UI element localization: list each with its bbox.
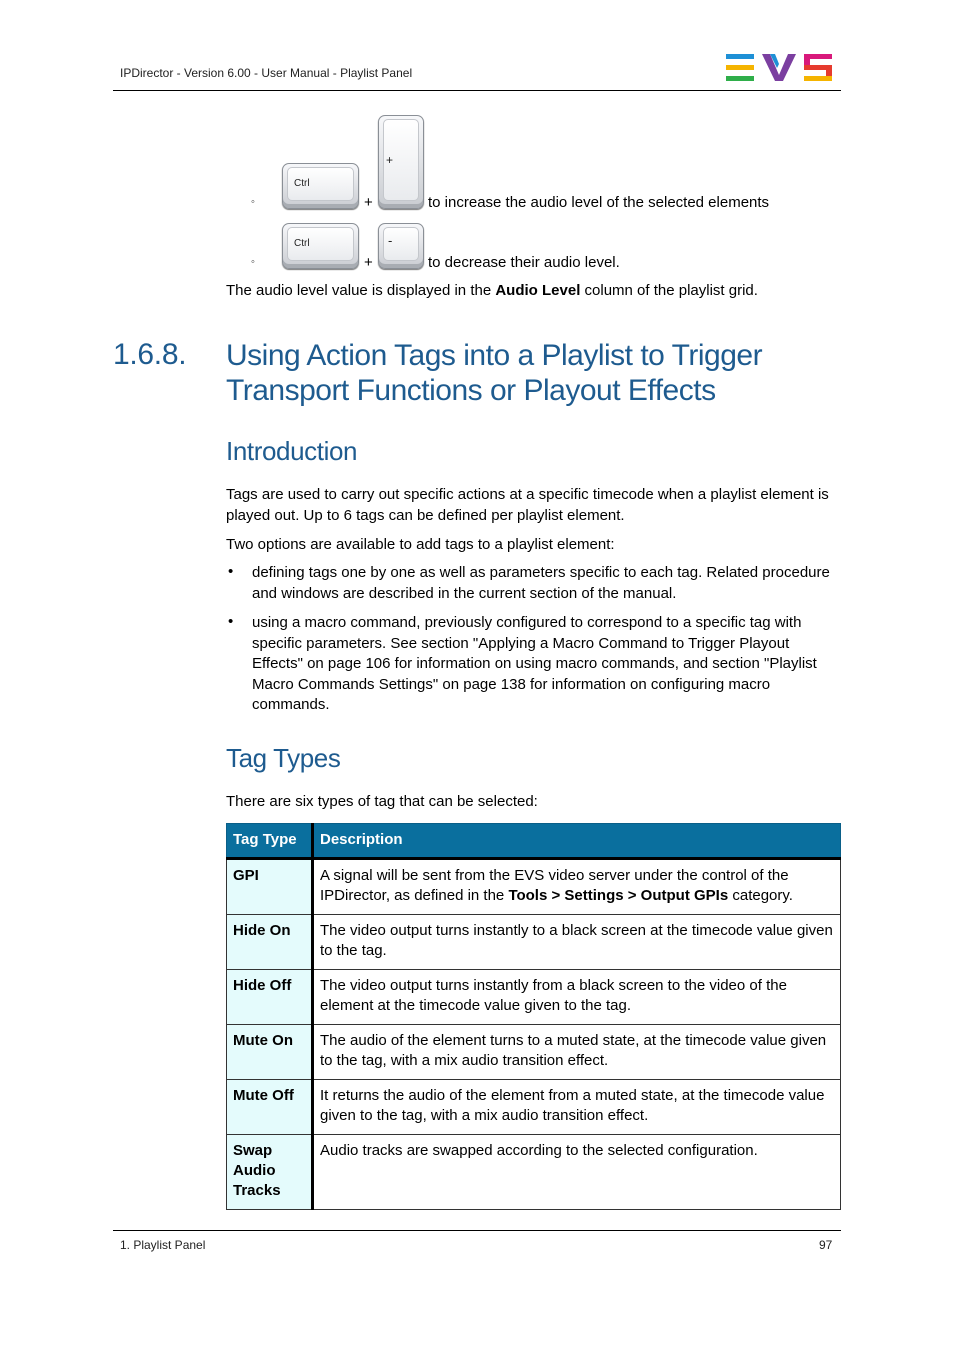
description-cell: A signal will be sent from the EVS video server under the control of the IPDirector, as defined in the Tools > Settings > Output GPIs category. (313, 859, 841, 915)
shortcut-description: to increase the audio level of the selected elements (428, 194, 770, 211)
ctrl-key-icon (282, 163, 359, 209)
section-number: 1.6.8. (113, 338, 187, 371)
sub-bullet: ◦ (251, 196, 255, 208)
intro-paragraph: Two options are available to add tags to a playlist element: (226, 536, 615, 553)
description-cell: Audio tracks are swapped according to the selected configuration. (313, 1135, 841, 1210)
page-number: 97 (819, 1238, 833, 1252)
intro-paragraph: Tags are used to carry out specific actions at a specific timecode when a playlist element is played out. Up to 6 tags can be defined per playlist element. (226, 486, 829, 524)
table-row (227, 915, 841, 970)
shortcut-description: to decrease their audio level. (428, 254, 620, 271)
numpad-plus-key-icon (378, 115, 424, 209)
tag-type-cell: Mute On (227, 1025, 313, 1080)
footer-rule (113, 1230, 841, 1231)
plus-sign: + (364, 254, 373, 271)
tag-types-table (226, 823, 841, 1210)
section-title: Using Action Tags into a Playlist to Trigger Transport Functions or Playout Effects (226, 339, 763, 407)
table-row (227, 1135, 841, 1210)
tag-type-cell: GPI (227, 859, 313, 915)
table-row (227, 1025, 841, 1080)
numpad-minus-key-icon (378, 223, 424, 269)
evs-logo (726, 54, 834, 82)
tag-type-cell: Mute Off (227, 1080, 313, 1135)
description-cell: The video output turns instantly to a black screen at the timecode value given to the tag. (313, 915, 841, 970)
key-label: Ctrl (294, 178, 310, 189)
introduction-heading: Introduction (226, 436, 358, 466)
description-cell: It returns the audio of the element from a muted state, at the timecode value given to the tag, with a mix audio transition effect. (313, 1080, 841, 1135)
ctrl-key-icon (282, 223, 359, 269)
footer-chapter: 1. Playlist Panel (120, 1238, 206, 1252)
key-label: + (386, 153, 394, 167)
list-item: using a macro command, previously configured to correspond to a specific tag with specific parameters. See section "Applying a Macro Command to Trigger Playout Effects" on page 106 for information on using macro commands, and section "Playlist Macro Commands Settings" on page 138 for information on configuring macro commands. (252, 614, 817, 713)
plus-sign: + (364, 194, 373, 211)
header-rule (113, 90, 841, 91)
sub-bullet: ◦ (251, 256, 255, 268)
bullet: • (228, 563, 234, 580)
table-row (227, 970, 841, 1025)
table-row (227, 859, 841, 915)
column-header: Tag Type (227, 824, 313, 859)
key-label: - (388, 233, 393, 248)
running-header: IPDirector - Version 6.00 - User Manual - Playlist Panel (120, 66, 413, 80)
tag-types-intro: There are six types of tag that can be selected: (226, 793, 538, 810)
description-cell: The audio of the element turns to a muted state, at the timecode value given to the tag, with a mix audio transition effect. (313, 1025, 841, 1080)
table-header-row (227, 824, 841, 859)
tag-type-cell: Hide On (227, 915, 313, 970)
tag-type-cell: Hide Off (227, 970, 313, 1025)
tag-type-cell: Swap Audio Tracks (227, 1135, 313, 1210)
column-header: Description (313, 824, 841, 859)
description-cell: The video output turns instantly from a black screen to the video of the element at the timecode value given to the tag. (313, 970, 841, 1025)
audio-level-note: The audio level value is displayed in the Audio Level column of the playlist grid. (226, 282, 758, 299)
bullet: • (228, 613, 234, 630)
tag-types-heading: Tag Types (226, 743, 341, 773)
list-item: defining tags one by one as well as parameters specific to each tag. Related procedure and windows are described in the current section of the manual. (252, 564, 830, 602)
table-row (227, 1080, 841, 1135)
key-label: Ctrl (294, 238, 310, 249)
